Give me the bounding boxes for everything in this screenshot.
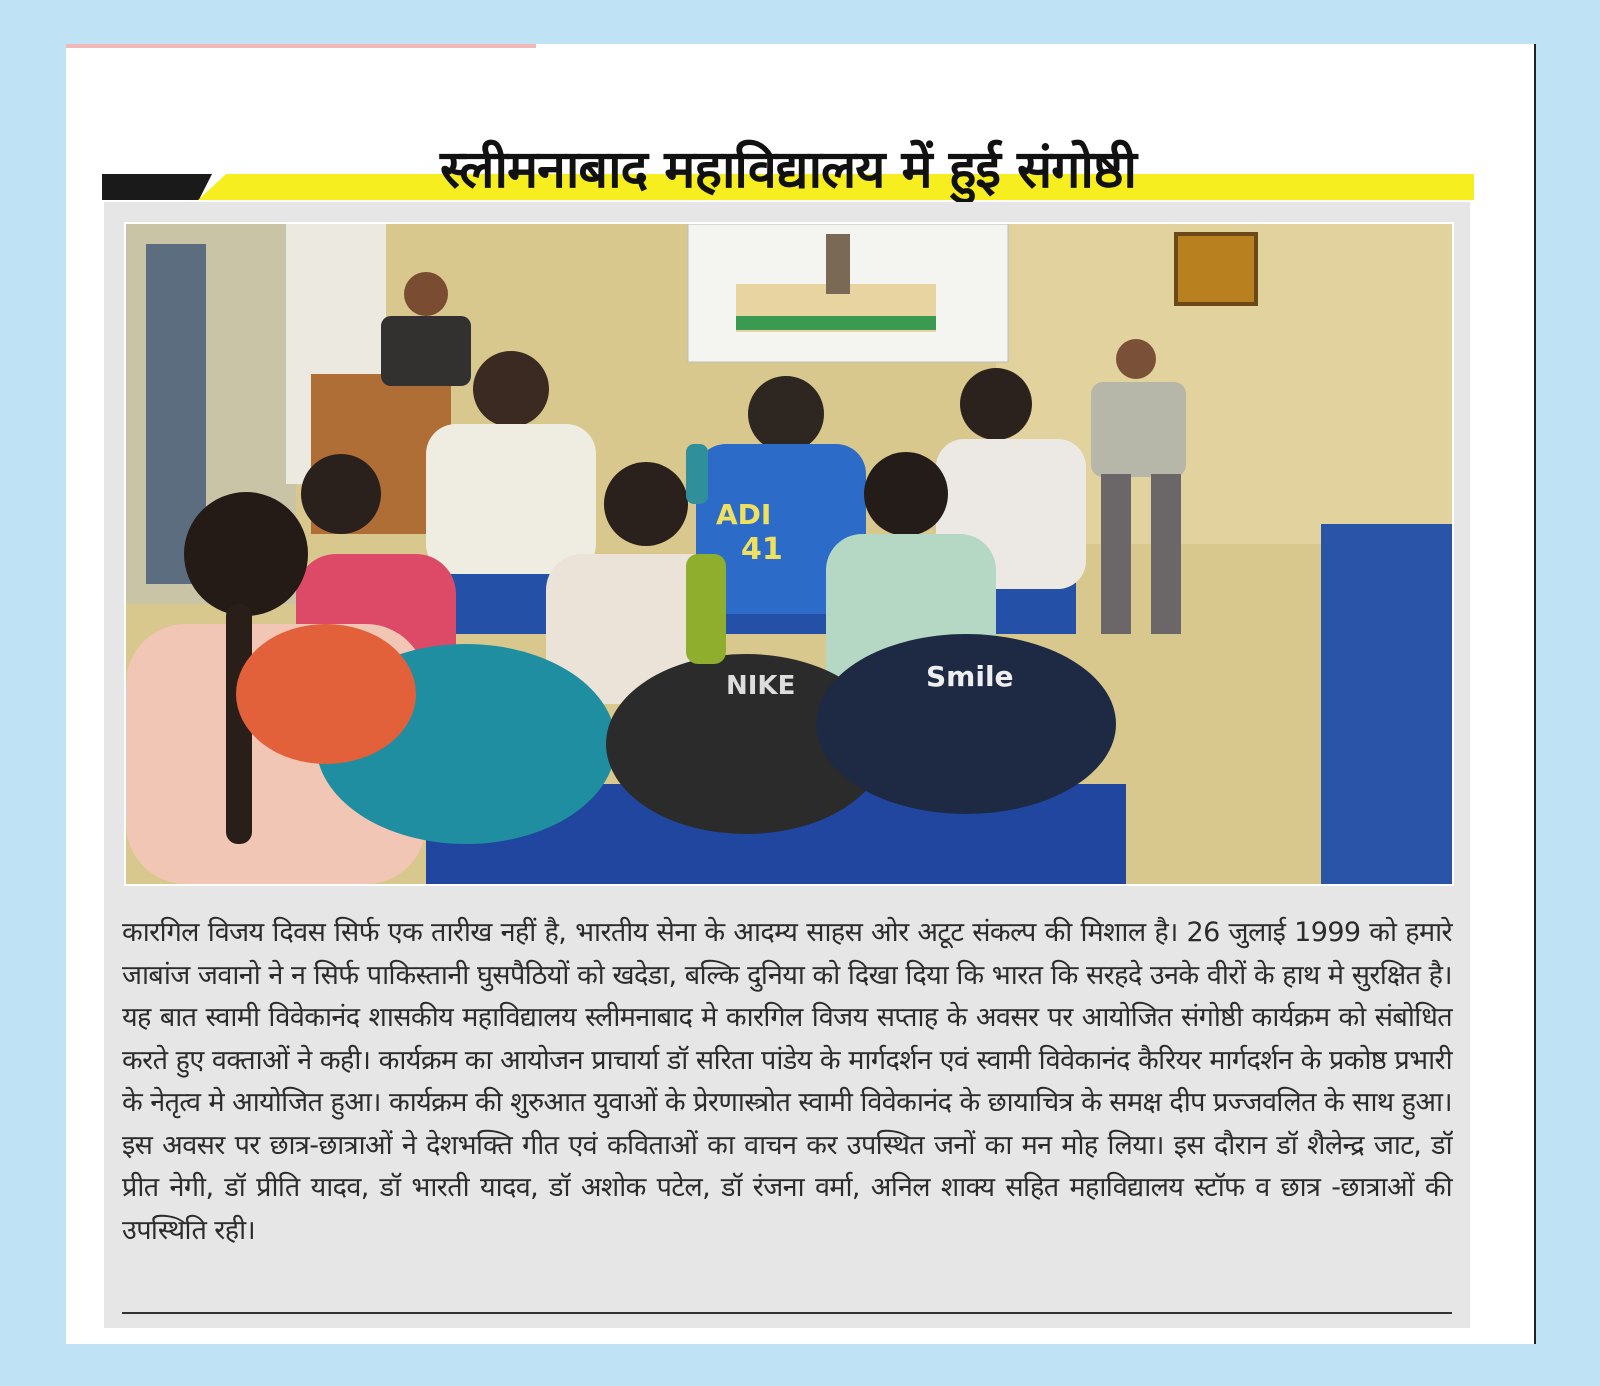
headline-band (102, 130, 1474, 210)
article-body: कारगिल विजय दिवस सिर्फ एक तारीख नहीं है, भारतीय सेना के आदम्य साहस ओर अटूट संकल्प की मिशाल है। 26 जुलाई 1999 को हमारे जाबांज जवानो ने न सिर्फ पाकिस्तानी घुसपैठियों को खदेडा, बल्कि दुनिया को दिखा दिया कि भारत कि सरहदे उनके वीरों के हाथ मे सुरक्षित है। यह बात स्वामी विवेकानंद शासकीय महाविद्यालय स्लीमनाबाद मे कारगिल विजय सप्ताह के अवसर पर आयोजित संगोष्ठी कार्यक्रम को संबोधित करते हुए वक्ताओं ने कही। कार्यक्रम का आयोजन प्राचार्या डॉ सरिता पांडेय के मार्गदर्शन एवं स्वामी विवेकानंद कैरियर मार्गदर्शन के प्रकोष्ठ प्रभारी के नेतृत्व मे आयोजित हुआ। कार्यक्रम की शुरुआत युवाओं के प्रेरणास्त्रोत स्वामी विवेकानंद के छायाचित्र के समक्ष दीप प्रज्जवलित के साथ हुआ। इस अवसर पर छात्र-छात्राओं ने देशभक्ति गीत एवं कविताओं का वाचन कर उपस्थित जनों का मन मोह लिया। इस दौरान डॉ शैलेन्द्र जाट, डॉ प्रीत नेगी, डॉ प्रीति यादव, डॉ भारती यादव, डॉ अशोक पटेल, डॉ रंजना वर्मा, अनिल शाक्य सहित महाविद्यालय स्टॉफ व छात्र -छात्राओं की उपस्थिति रही। (122, 917, 1452, 1246)
newspaper-clipping (66, 44, 1536, 1344)
article-box (104, 202, 1470, 1328)
classroom-photo (124, 222, 1454, 886)
bag-text-smile: Smile (926, 660, 1014, 693)
bottom-rule (122, 1312, 1452, 1314)
bag-text-nike: NIKE (726, 671, 796, 701)
headline: स्लीमनाबाद महाविद्यालय में हुई संगोष्ठी (440, 140, 1136, 200)
photo-illustration (126, 224, 1452, 884)
top-accent-line (66, 44, 536, 48)
jersey-text: ADI (716, 498, 772, 531)
jersey-number: 41 (741, 532, 783, 567)
